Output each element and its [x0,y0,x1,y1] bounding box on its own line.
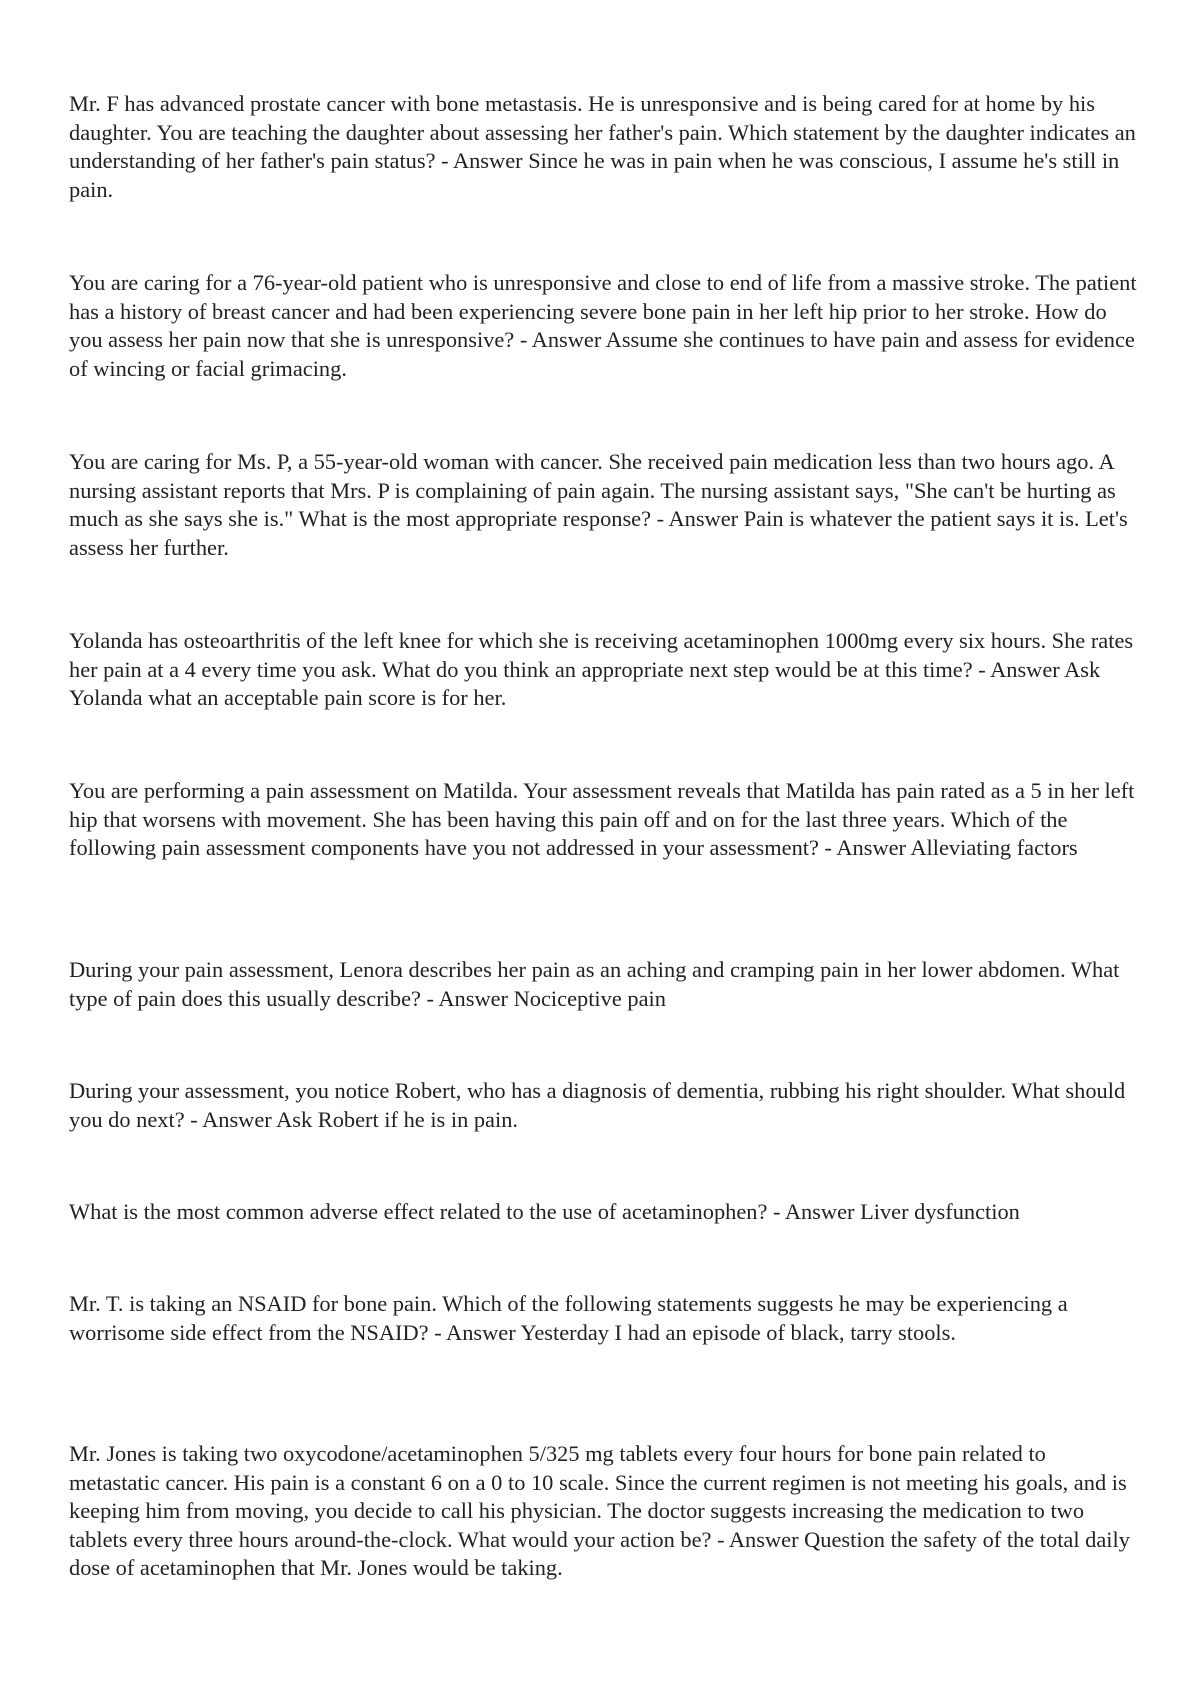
qa-entry [69,956,1139,1013]
answer-text: Since he was in pain when he was conscious, I assume he's still in pain. [69,148,1120,202]
answer-separator: - Answer [184,1106,277,1132]
answer-separator: - Answer [428,1319,521,1345]
answer-text: Yesterday I had an episode of black, tarry stools. [520,1319,956,1345]
answer-text: Pain is whatever the patient says it is. Let's assess her further. [69,506,1128,560]
qa-entry [69,1290,1139,1347]
question-text: What is the most common adverse effect related to the use of acetaminophen? [69,1199,768,1224]
qa-entry [69,777,1139,863]
answer-separator: - Answer [972,656,1065,682]
answer-separator: - Answer [818,835,911,861]
question-text: Mr. F has advanced prostate cancer with bone metastasis. He is unresponsive and is being cared for at home by his daughter. You are teaching the daughter about assessing her father's pain. Which statement by the daughter indicates an understanding of her father's pain status? [69,91,1136,174]
qa-entry [69,1198,1139,1227]
qa-entry [69,448,1139,562]
answer-separator: - Answer [420,985,514,1011]
qa-entry [69,627,1139,713]
answer-text: Liver dysfunction [860,1199,1020,1224]
question-text: You are caring for a 76-year-old patient who is unresponsive and close to end of life from a massive stroke. The patient has a history of breast cancer and had been experiencing severe bone pain in her left hip prior to her stroke. How do you assess her pain now that she is unresponsive? [69,270,1137,353]
answer-text: Alleviating factors [910,835,1078,861]
qa-entry [69,1440,1139,1583]
question-text: During your assessment, you notice Robert, who has a diagnosis of dementia, rubbing his right shoulder. What should you do next? [69,1078,1126,1132]
answer-separator: - Answer [651,506,744,532]
answer-separator: - Answer [514,327,606,353]
question-text: You are caring for Ms. P, a 55-year-old woman with cancer. She received pain medication less than two hours ago. A nursing assistant reports that Mrs. P is complaining of pain again. The nursing assistant says, "She can't be hurting as much as she says she is." What is the most appropriate response? [69,449,1116,532]
answer-text: Assume she continues to have pain and assess for evidence of wincing or facial grimacing. [69,327,1135,381]
question-text: Yolanda has osteoarthritis of the left knee for which she is receiving acetaminophen 1000mg every six hours. She rates her pain at a 4 every time you ask. What do you think an appropriate next step would be at this time? [69,628,1134,682]
answer-separator: - Answer [767,1199,861,1224]
qa-entry [69,269,1139,383]
answer-text: Ask Yolanda what an acceptable pain score is for her. [69,656,1101,711]
answer-text: Nociceptive pain [513,985,666,1011]
answer-separator: - Answer [435,148,529,174]
question-text: Mr. T. is taking an NSAID for bone pain. Which of the following statements suggests he may be experiencing a worrisome side effect from the NSAID? [69,1291,1068,1345]
qa-entry [69,90,1139,204]
question-text: You are performing a pain assessment on Matilda. Your assessment reveals that Matilda has pain rated as a 5 in her left hip that worsens with movement. She has been having this pain off and on for the last three years. Which of the following pain assessment components have you not addressed in your assessment? [69,778,1135,861]
answer-text: Ask Robert if he is in pain. [276,1106,519,1132]
question-text: During your pain assessment, Lenora describes her pain as an aching and cramping pain in her lower abdomen. What type of pain does this usually describe? [69,957,1120,1011]
answer-separator: - Answer [711,1526,805,1552]
qa-entry [69,1077,1139,1134]
answer-text: Question the safety of the total daily dose of acetaminophen that Mr. Jones would be taking. [69,1526,1130,1581]
question-text: Mr. Jones is taking two oxycodone/acetaminophen 5/325 mg tablets every four hours for bone pain related to metastatic cancer. His pain is a constant 6 on a 0 to 10 scale. Since the current regimen is not meeting his goals, and is keeping him from moving, you decide to call his physician. The doctor suggests increasing the medication to two tablets every three hours around-the-clock. What would your action be? [69,1441,1127,1552]
